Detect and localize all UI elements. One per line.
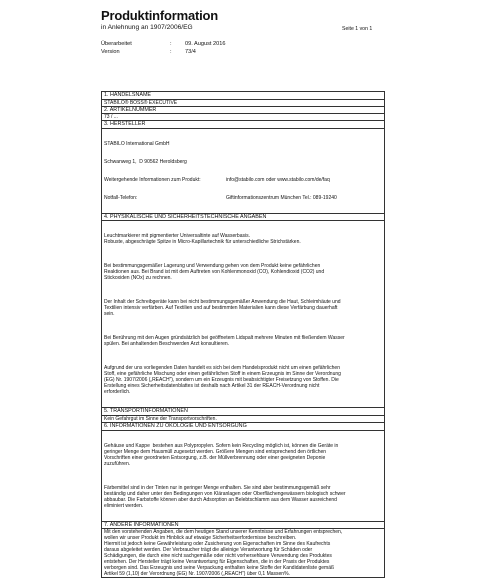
section-heading: 3. HERSTELLER — [102, 121, 384, 129]
contact-info-label: Weitergehende Informationen zum Produkt: — [104, 176, 201, 183]
section-heading: 5. TRANSPORTINFORMATIONEN — [102, 408, 384, 416]
version-colon: : — [170, 49, 172, 55]
transport-text: Kein Gefahrgut im Sinne der Transportvorschriften. — [104, 415, 217, 422]
revised-value: 09. August 2016 — [185, 41, 226, 47]
document-subtitle: in Anlehnung an 1907/2006/EG — [101, 24, 193, 31]
version-value: 73/4 — [185, 49, 196, 55]
contact-info-row — [104, 177, 382, 183]
manufacturer-name: STABILO International GmbH — [104, 140, 170, 147]
paragraph: Leuchtmarkierer mit pigmentierter Universaltinte auf Wasserbasis. Robuste, abgeschrägte Spitze in Micro-Kapillartechnik für unterschiedliche Strichstärken. — [104, 233, 301, 246]
paragraph: Bei Berührung mit den Augen gründsätzlich bei geöffnetem Lidspalt mehrere Minuten mit fließendem Wasser spülen. Bei anhaltenden Beschwerden Arzt konsultieren. — [104, 335, 345, 348]
revised-colon: : — [170, 41, 172, 47]
version-row — [101, 48, 225, 56]
contact-info-value: info@stabilo.com oder www.stabilo.com/de/faq — [226, 176, 330, 183]
page-number: Seite 1 von 1 — [342, 26, 373, 32]
section-transport — [102, 408, 384, 423]
ecology-text — [102, 431, 384, 521]
document-title: Produktinformation — [101, 8, 219, 23]
info-table — [101, 91, 385, 578]
emergency-phone-label: Notfall-Telefon: — [104, 194, 138, 201]
section-heading: 2. ARTIKELNUMMER — [102, 107, 384, 115]
revision-meta — [101, 40, 225, 56]
emergency-phone-value: Giftinformationszentrum München Tel.: 089-19240 — [226, 194, 337, 201]
section-ecology — [102, 423, 384, 522]
article-number: 73 / ... — [104, 114, 118, 121]
other-info-text: Mit den vorstehenden Angaben, die dem heutigen Stand unserer Kenntnisse und Erfahrungen entsprechen, wollen wir unser Produkt im Hinblick auf etwaige Sicherheitserfordernisse beschreiben. Hiermit ist jedoch keine Gewährleistung oder Zusicherung von Eigenschaften im Sinne des Kaufrechts daraus abgeleitet werden. Der Verbraucher trägt die alleinige Verantwortung für Schäden oder Schädigungen, die durch eine nicht sachgemäße oder nicht vorhersehbare Verwendung des Produktes entstehen. Der Hersteller trägt keine Verantwortung für Eigenschaften, die in der Praxis der Produktes verborgen sind. Das Erzeugnis und seine Verpackung enthalten keine Stoffe der Kandidatenliste gemäß Artikel 59 (1,10) der Verordnung (EG) Nr. 1907/2006 („REACH“) über 0,1 Massen%. — [104, 529, 343, 578]
section-heading: 7. ANDERE INFORMATIONEN — [102, 522, 384, 530]
manufacturer-details — [102, 129, 384, 213]
emergency-phone-row — [104, 195, 382, 201]
safety-text — [102, 221, 384, 407]
revised-label: Überarbeitet — [101, 41, 132, 47]
section-other-info — [102, 522, 384, 578]
paragraph: Gehäuse und Kappe bestehen aus Polypropylen. Sofern kein Recycling möglich ist, können die Geräte in geringer Menge dem Hausmüll zugesetzt werden. Größere Mengen sind entsprechend den örtlichen Vorschriften einer geordneten Entsorgung, z.B. der Müllverbrennung oder einer geeigneten Deponie zuzuführen. — [104, 442, 339, 467]
section-trade-name — [102, 92, 384, 107]
section-article-number — [102, 107, 384, 122]
paragraph: Aufgrund der uns vorliegenden Daten handelt es sich bei dem Handelsprodukt nicht um einen gefährlichen Stoff, eine gefährliche Mischung oder einen gefährlichen Stoff in einem Erzeugnis im Sinne der Verordnung (EG) Nr. 1907/2006 („REACH“), sondern um ein Erzeugnis mit beabsichtigter Freisetzung von Stoffen. Die Erstellung eines Sicherheitsdatenblattes ist deshalb nach Artikel 31 der REACH-Verordnung nicht erforderlich. — [104, 365, 341, 396]
section-safety-data — [102, 214, 384, 409]
section-heading: 4. PHYSIKALISCHE UND SICHERHEITSTECHNISCHE ANGABEN — [102, 214, 384, 222]
section-manufacturer — [102, 121, 384, 214]
version-label: Version — [101, 49, 120, 55]
revised-row — [101, 40, 225, 48]
paragraph: Bei bestimmungsgemäßer Lagerung und Verwendung gehen von dem Produkt keine gefährlichen Reaktionen aus. Bei Brand ist mit dem Auftreten von Kohlenmonoxid (CO), Kohlendioxid (CO2) und Stickoxiden (NOx) zu rechnen. — [104, 263, 325, 282]
section-heading: 6. INFORMATIONEN ZU ÖKOLOGIE UND ENTSORGUNG — [102, 423, 384, 431]
section-heading: 1. HANDELSNAME — [102, 92, 384, 100]
paragraph: Der Inhalt der Schreibgeräte kann bei nicht bestimmungsgemäßer Anwendung die Haut, Schleimhäute und Textilien intensiv verfärben. Auf Textilien und auf bestimmten Materialien kann diese Verfärbung dauerhaft sein. — [104, 299, 341, 318]
manufacturer-address: Schwanweg 1, D 90562 Heroldsberg — [104, 158, 187, 165]
trade-name: STABILO® BOSS® EXECUTIVE — [104, 99, 178, 106]
paragraph: Färbemittel sind in der Tinten nur in geringer Menge enthalten. Sie sind aber bestimmungsgemäß sehr beständig und daher unter den Bedingungen von Kläranlagen oder Oberflächengewässern biologisch schwer abbaubar. Die Farbstoffe können aber durch Adsorption an Belebtschlamm aus dem Wasser ausreichend eliminiert werden. — [104, 484, 346, 509]
